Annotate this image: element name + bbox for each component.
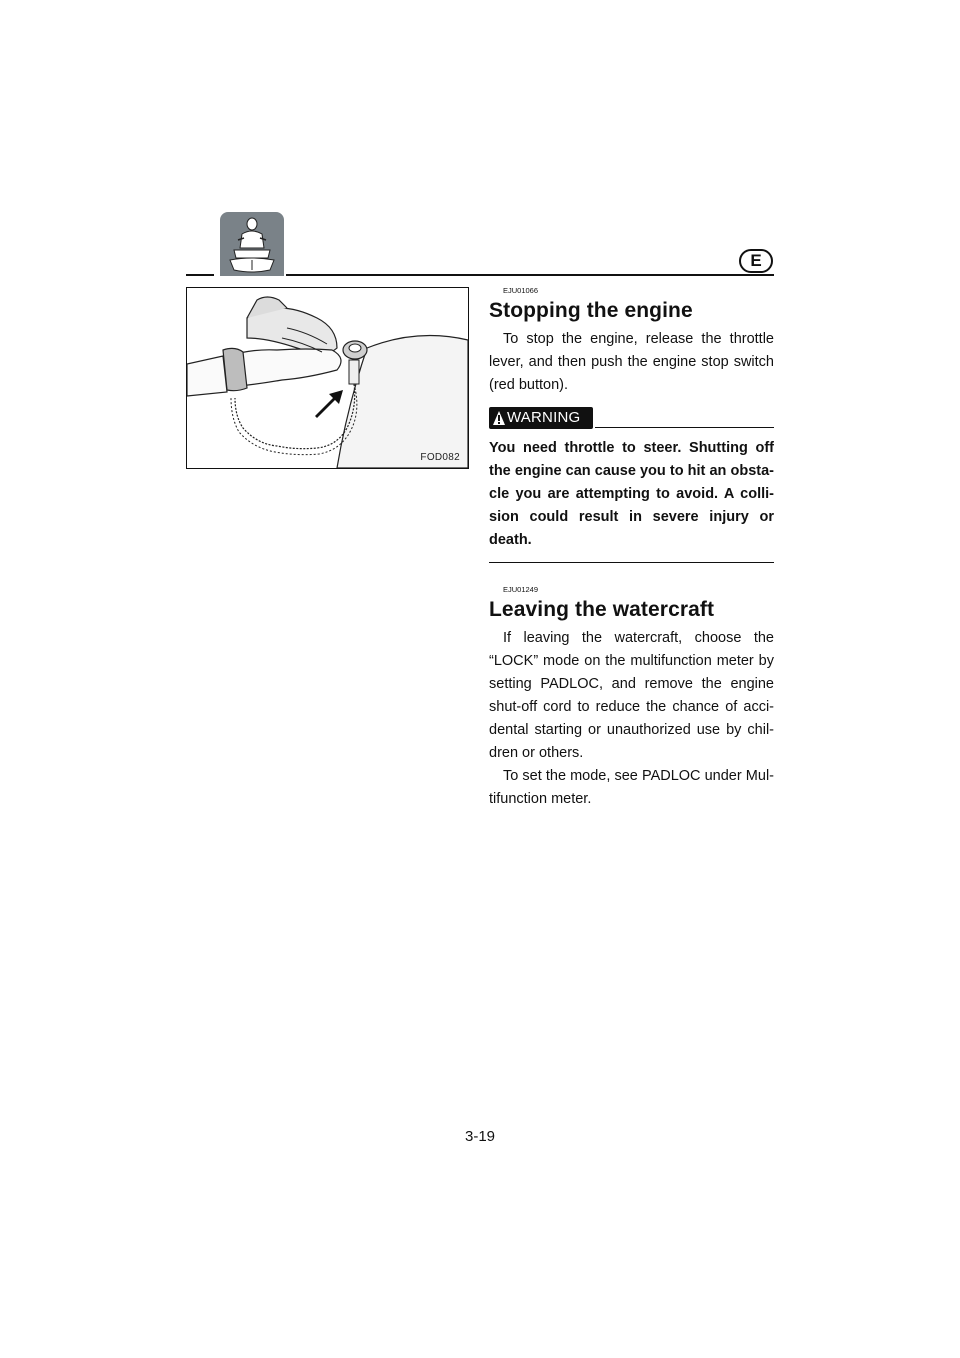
section-letter-badge: E (739, 249, 773, 273)
section-body: To stop the engine, release the throttle lever, and then push the engine stop switch (red button). (489, 331, 774, 393)
hand-on-throttle-illustration (187, 288, 468, 468)
header-rule-right (286, 274, 774, 276)
page-number: 3-19 (464, 1128, 496, 1145)
figure-code: FOD082 (420, 452, 460, 463)
warning-rule (595, 427, 774, 428)
section-ref-code: EJU01249 (503, 585, 539, 594)
watercraft-rider-icon (220, 212, 284, 276)
warning-triangle-icon (492, 410, 506, 426)
warning-header (489, 407, 774, 433)
header-rule-left (186, 274, 214, 276)
section-ref-code: EJU01066 (503, 286, 539, 295)
engine-stop-illustration (186, 287, 469, 469)
section-title: Leaving the watercraft (489, 598, 715, 621)
section-paragraph: If leaving the watercraft, choose the “LOCK” mode on the multifunction meter by setting PADLOC, and remove the engine shut-off cord to reduce the chance of acci-dental starting or unauthorized use by chil-dren or others. (489, 630, 774, 761)
main-content (489, 286, 774, 811)
warning-text: You need throttle to steer. Shutting off the engine can cause you to hit an obsta-cle you are attempting to avoid. A colli-sion could result in severe injury or death. (489, 440, 774, 548)
section-paragraph: To set the mode, see PADLOC under Mul-tifunction meter. (489, 768, 774, 807)
warning-label (489, 407, 593, 429)
warning-label-text: WARNING (507, 409, 581, 426)
section-title: Stopping the engine (489, 299, 693, 322)
